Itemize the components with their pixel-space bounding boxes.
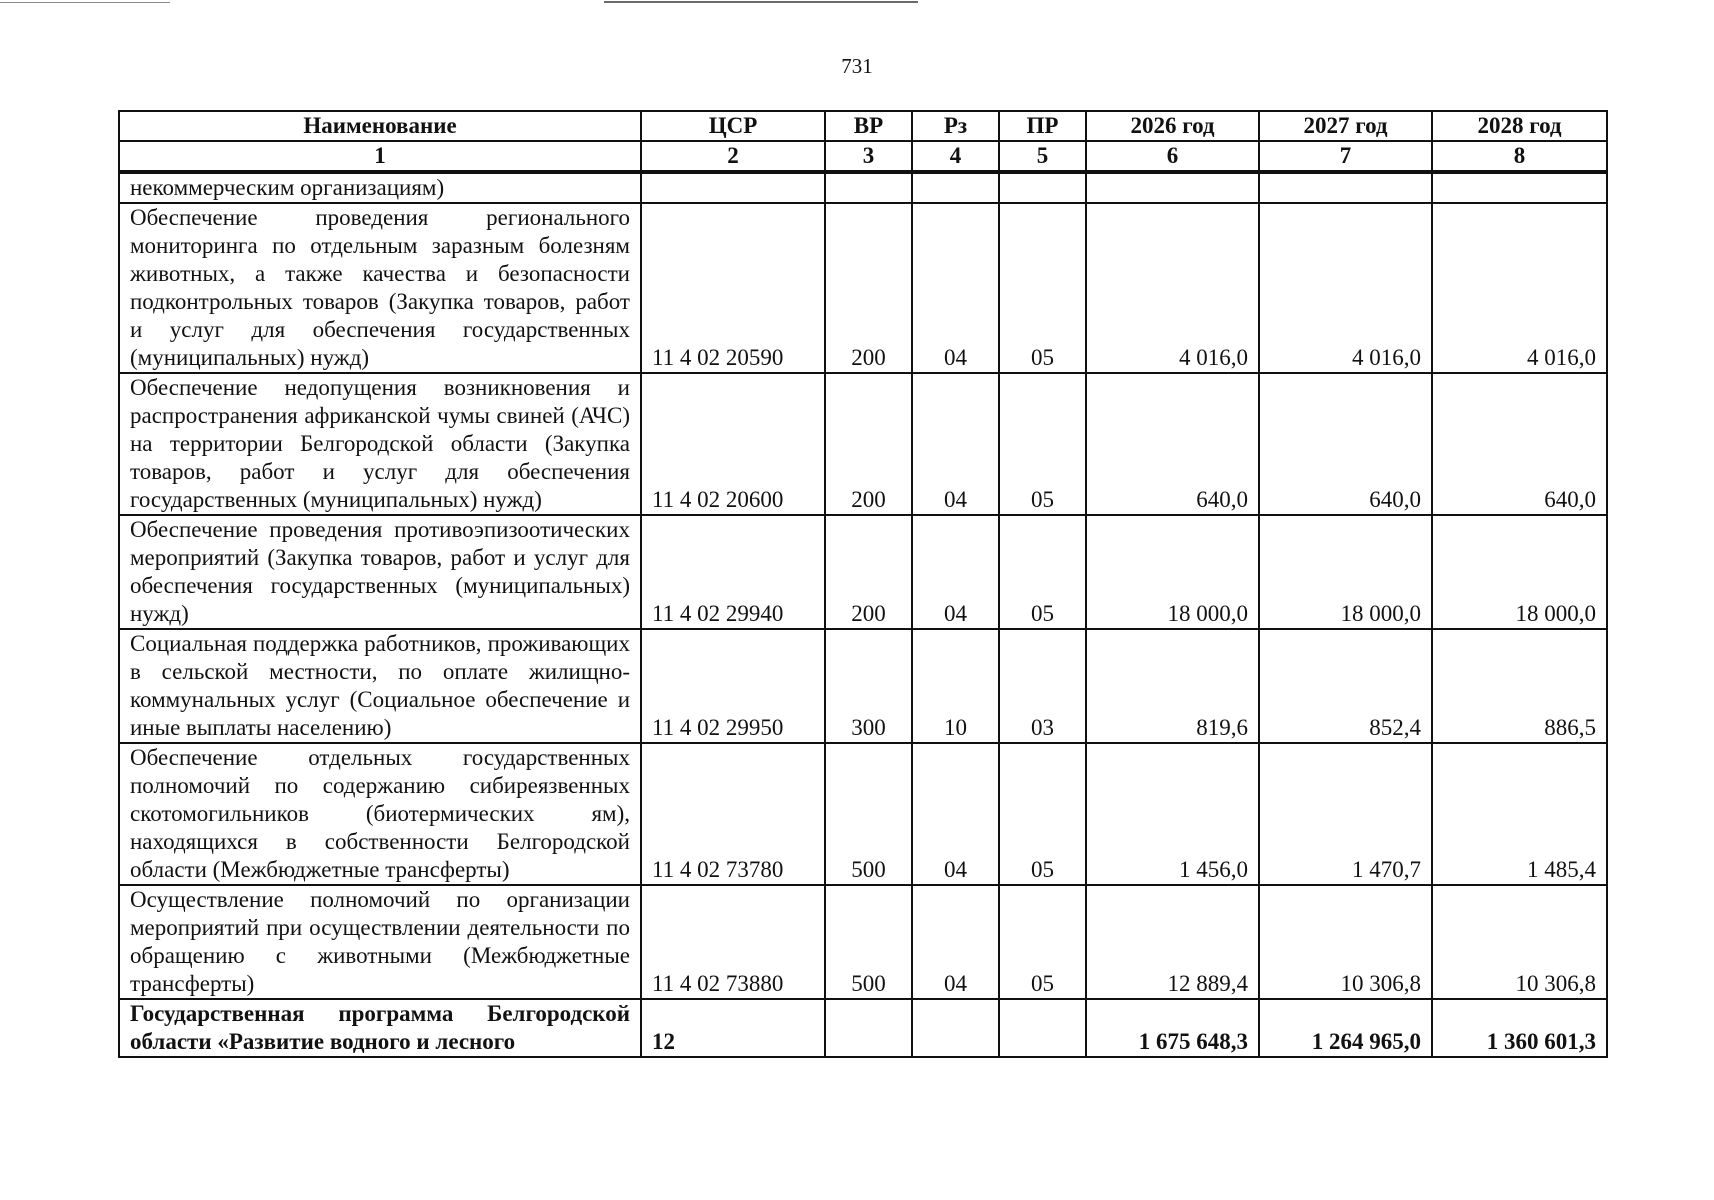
row-csr: 11 4 02 20600: [641, 373, 825, 515]
row-2026: 640,0: [1086, 373, 1259, 515]
row-csr: 11 4 02 73780: [641, 743, 825, 885]
row-csr: 12: [641, 999, 825, 1057]
row-pr: 05: [999, 885, 1086, 999]
row-vr: [825, 999, 912, 1057]
row-vr: 200: [825, 373, 912, 515]
column-number: 3: [825, 141, 912, 172]
scan-artifact-line: [0, 2, 170, 3]
row-name: некоммерческим организациям): [119, 172, 641, 203]
row-2027: 1 264 965,0: [1259, 999, 1432, 1057]
row-rz: [912, 999, 999, 1057]
row-vr: 300: [825, 629, 912, 743]
row-csr: 11 4 02 73880: [641, 885, 825, 999]
table-row: [119, 515, 1607, 629]
header-pr: ПР: [999, 111, 1086, 141]
row-rz: 10: [912, 629, 999, 743]
row-pr: [999, 999, 1086, 1057]
row-2026: 4 016,0: [1086, 203, 1259, 373]
row-2026: 1 675 648,3: [1086, 999, 1259, 1057]
row-pr: 05: [999, 203, 1086, 373]
header-csr: ЦСР: [641, 111, 825, 141]
row-2028: 1 485,4: [1432, 743, 1607, 885]
column-number: 6: [1086, 141, 1259, 172]
row-name: Осуществление полномочий по организации мероприятий при осуществлении деятельности по обращению с животными (Межбюджетные трансферты): [119, 885, 641, 999]
row-2027: 640,0: [1259, 373, 1432, 515]
column-number: 8: [1432, 141, 1607, 172]
row-pr: 03: [999, 629, 1086, 743]
row-csr: [641, 172, 825, 203]
row-2028: 640,0: [1432, 373, 1607, 515]
row-rz: [912, 172, 999, 203]
row-2028: 1 360 601,3: [1432, 999, 1607, 1057]
row-2027: 852,4: [1259, 629, 1432, 743]
table-row: [119, 373, 1607, 515]
row-pr: 05: [999, 515, 1086, 629]
row-rz: 04: [912, 203, 999, 373]
row-csr: 11 4 02 29950: [641, 629, 825, 743]
row-csr: 11 4 02 20590: [641, 203, 825, 373]
header-2027: 2027 год: [1259, 111, 1432, 141]
row-name: Обеспечение недопущения возникновения и распространения африканской чумы свиней (АЧС) на территории Белгородской области (Закупка товаров, работ и услуг для обеспечения государственных (муниципальных) нужд): [119, 373, 641, 515]
column-number: 7: [1259, 141, 1432, 172]
row-2026: 12 889,4: [1086, 885, 1259, 999]
scan-artifact-line: [604, 1, 918, 3]
row-2028: 4 016,0: [1432, 203, 1607, 373]
row-2027: 1 470,7: [1259, 743, 1432, 885]
budget-table: [118, 110, 1608, 1058]
row-2028: 886,5: [1432, 629, 1607, 743]
header-2026: 2026 год: [1086, 111, 1259, 141]
table-row: [119, 743, 1607, 885]
row-2027: 4 016,0: [1259, 203, 1432, 373]
row-name: Обеспечение проведения противоэпизоотических мероприятий (Закупка товаров, работ и услуг для обеспечения государственных (муниципальных) нужд): [119, 515, 641, 629]
row-vr: 500: [825, 885, 912, 999]
row-2026: [1086, 172, 1259, 203]
table-row: [119, 203, 1607, 373]
row-rz: 04: [912, 515, 999, 629]
table-row: [119, 629, 1607, 743]
table-row: [119, 172, 1607, 203]
row-2026: 1 456,0: [1086, 743, 1259, 885]
header-2028: 2028 год: [1432, 111, 1607, 141]
row-vr: [825, 172, 912, 203]
row-name: Государственная программа Белгородской области «Развитие водного и лесного: [119, 999, 641, 1057]
program-total-row: [119, 999, 1607, 1057]
row-rz: 04: [912, 885, 999, 999]
row-pr: [999, 172, 1086, 203]
row-name: Социальная поддержка работников, проживающих в сельской местности, по оплате жилищно-коммунальных услуг (Социальное обеспечение и иные выплаты населению): [119, 629, 641, 743]
header-name: Наименование: [119, 111, 641, 141]
column-number: 5: [999, 141, 1086, 172]
column-number-row: [119, 141, 1607, 172]
header-rz: Рз: [912, 111, 999, 141]
row-rz: 04: [912, 743, 999, 885]
column-number: 2: [641, 141, 825, 172]
column-number: 1: [119, 141, 641, 172]
row-2028: 10 306,8: [1432, 885, 1607, 999]
row-pr: 05: [999, 373, 1086, 515]
header-row: [119, 111, 1607, 141]
row-vr: 200: [825, 203, 912, 373]
row-vr: 500: [825, 743, 912, 885]
row-name: Обеспечение проведения регионального мониторинга по отдельным заразным болезням животных, а также качества и безопасности подконтрольных товаров (Закупка товаров, работ и услуг для обеспечения государственных (муниципальных) нужд): [119, 203, 641, 373]
header-vr: ВР: [825, 111, 912, 141]
column-number: 4: [912, 141, 999, 172]
row-vr: 200: [825, 515, 912, 629]
row-2028: [1432, 172, 1607, 203]
row-rz: 04: [912, 373, 999, 515]
row-2026: 18 000,0: [1086, 515, 1259, 629]
row-2027: 18 000,0: [1259, 515, 1432, 629]
row-2026: 819,6: [1086, 629, 1259, 743]
row-2027: 10 306,8: [1259, 885, 1432, 999]
row-2027: [1259, 172, 1432, 203]
table-row: [119, 885, 1607, 999]
row-pr: 05: [999, 743, 1086, 885]
row-name: Обеспечение отдельных государственных полномочий по содержанию сибиреязвенных скотомогильников (биотермических ям), находящихся в собственности Белгородской области (Межбюджетные трансферты): [119, 743, 641, 885]
row-csr: 11 4 02 29940: [641, 515, 825, 629]
page-number: 731: [841, 54, 873, 78]
row-2028: 18 000,0: [1432, 515, 1607, 629]
